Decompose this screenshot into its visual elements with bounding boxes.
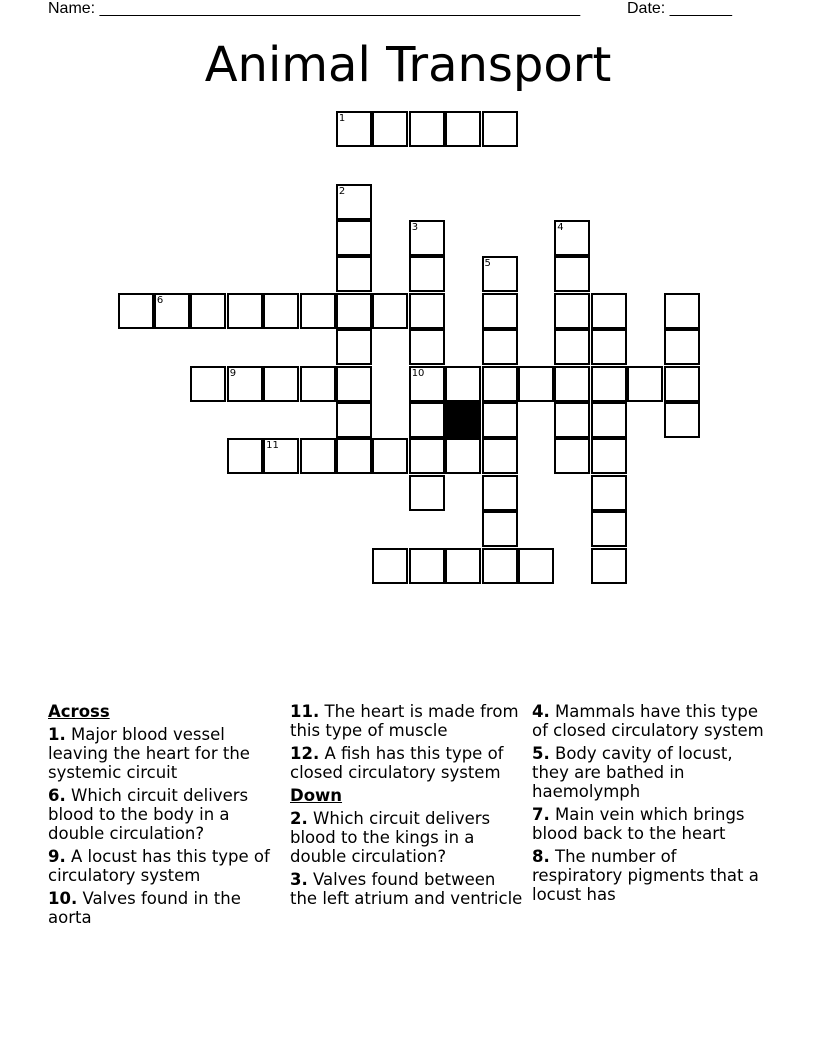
clue-across-9 [48,847,278,885]
grid-cell[interactable] [627,366,663,402]
clue-number: 10. [48,889,78,908]
clue-text: Body cavity of locust, they are bathed in haemolymph [532,744,733,801]
cell-number: 10 [411,367,425,379]
grid-cell[interactable] [482,329,518,365]
clue-number: 6. [48,786,66,805]
grid-cell[interactable] [482,475,518,511]
across-heading: Across [48,702,110,721]
grid-cell[interactable] [336,329,372,365]
grid-cell[interactable] [263,438,299,474]
clues-column-2 [290,702,526,912]
clue-number: 3. [290,870,308,889]
grid-cell[interactable] [372,111,408,147]
grid-cell[interactable] [482,402,518,438]
grid-cell[interactable] [591,438,627,474]
clue-text: Which circuit delivers blood to the body in a double circulation? [48,786,249,843]
cell-number: 2 [338,185,346,197]
clue-number: 2. [290,809,308,828]
grid-cell[interactable] [554,220,590,256]
clue-text: Valves found between the left atrium and ventricle [290,870,523,908]
black-cell [445,402,481,438]
grid-cell[interactable] [664,402,700,438]
cell-number: 1 [338,112,346,124]
grid-cell[interactable] [409,366,445,402]
grid-cell[interactable] [664,366,700,402]
grid-cell[interactable] [445,366,481,402]
grid-cell[interactable] [227,438,263,474]
grid-cell[interactable] [518,366,554,402]
grid-cell[interactable] [336,293,372,329]
clue-number: 1. [48,725,66,744]
grid-cell[interactable] [554,438,590,474]
clue-text: A fish has this type of closed circulatory system [290,744,504,782]
grid-cell[interactable] [554,256,590,292]
clue-down-5 [532,744,768,801]
grid-cell[interactable] [336,366,372,402]
grid-cell[interactable] [409,438,445,474]
grid-cell[interactable] [591,548,627,584]
grid-cell[interactable] [336,220,372,256]
grid-cell[interactable] [336,184,372,220]
name-label: Name: [48,0,96,17]
clue-text: Mammals have this type of closed circulatory system [532,702,764,740]
grid-cell[interactable] [118,293,154,329]
grid-cell[interactable] [554,293,590,329]
grid-cell[interactable] [409,329,445,365]
name-line[interactable]: ______________________________________________________ [99,0,581,17]
grid-cell[interactable] [482,293,518,329]
grid-cell[interactable] [409,402,445,438]
clue-down-2 [290,809,526,866]
grid-cell[interactable] [409,256,445,292]
grid-cell[interactable] [445,438,481,474]
grid-cell[interactable] [409,293,445,329]
clue-across-10 [48,889,278,927]
cell-number: 11 [266,440,279,452]
grid-cell[interactable] [336,402,372,438]
clue-number: 4. [532,702,550,721]
clue-across-6 [48,786,278,843]
grid-cell[interactable] [554,329,590,365]
grid-cell[interactable] [445,548,481,584]
grid-cell[interactable] [554,402,590,438]
clue-number: 9. [48,847,66,866]
clue-text: The number of respiratory pigments that a locust has [532,847,759,904]
clue-down-4 [532,702,768,740]
grid-cell[interactable] [409,220,445,256]
grid-cell[interactable] [664,293,700,329]
clue-number: 11. [290,702,320,721]
grid-cell[interactable] [300,438,336,474]
clue-text: Major blood vessel leaving the heart for the systemic circuit [48,725,250,782]
clue-number: 7. [532,805,550,824]
page-title: Animal Transport [204,37,612,93]
grid-cell[interactable] [372,293,408,329]
grid-cell[interactable] [154,293,190,329]
grid-cell[interactable] [518,548,554,584]
grid-cell[interactable] [336,111,372,147]
clue-down-7 [532,805,768,843]
clue-text: Main vein which brings blood back to the heart [532,805,745,843]
grid-cell[interactable] [190,366,226,402]
grid-cell[interactable] [445,111,481,147]
grid-cell[interactable] [482,511,518,547]
grid-cell[interactable] [372,438,408,474]
cell-number: 3 [411,221,419,233]
date-label: Date: [627,0,666,17]
grid-cell[interactable] [336,256,372,292]
clue-number: 5. [532,744,550,763]
clue-across-11 [290,702,526,740]
grid-cell[interactable] [482,256,518,292]
grid-cell[interactable] [482,366,518,402]
grid-cell[interactable] [300,366,336,402]
clue-down-3 [290,870,526,908]
cell-number: 5 [484,258,491,270]
grid-cell[interactable] [409,475,445,511]
grid-cell[interactable] [263,366,299,402]
clues-column-1 [48,702,278,931]
down-heading: Down [290,786,343,805]
grid-cell[interactable] [591,402,627,438]
clue-down-8 [532,847,768,904]
grid-cell[interactable] [409,548,445,584]
grid-cell[interactable] [336,438,372,474]
clue-text: A locust has this type of circulatory system [48,847,270,885]
grid-cell[interactable] [482,111,518,147]
date-line[interactable]: _______ [669,0,732,17]
clue-text: Valves found in the aorta [48,889,241,927]
grid-cell[interactable] [482,438,518,474]
grid-cell[interactable] [591,475,627,511]
clues-column-3 [532,702,768,908]
grid-cell[interactable] [591,329,627,365]
clue-across-1 [48,725,278,782]
grid-cell[interactable] [554,366,590,402]
clue-number: 12. [290,744,320,763]
grid-cell[interactable] [227,293,263,329]
clue-number: 8. [532,847,550,866]
grid-cell[interactable] [664,329,700,365]
cell-number: 4 [557,221,564,233]
grid-cell[interactable] [591,293,627,329]
grid-cell[interactable] [227,366,263,402]
clue-text: Which circuit delivers blood to the kings in a double circulation? [290,809,491,866]
grid-cell[interactable] [591,366,627,402]
grid-cell[interactable] [300,293,336,329]
grid-cell[interactable] [409,111,445,147]
clue-text: The heart is made from this type of muscle [290,702,519,740]
grid-cell[interactable] [263,293,299,329]
cell-number: 9 [229,367,237,379]
grid-cell[interactable] [190,293,226,329]
cell-number: 6 [156,294,164,306]
grid-cell[interactable] [372,548,408,584]
grid-cell[interactable] [482,548,518,584]
grid-cell[interactable] [591,511,627,547]
clue-across-12 [290,744,526,782]
